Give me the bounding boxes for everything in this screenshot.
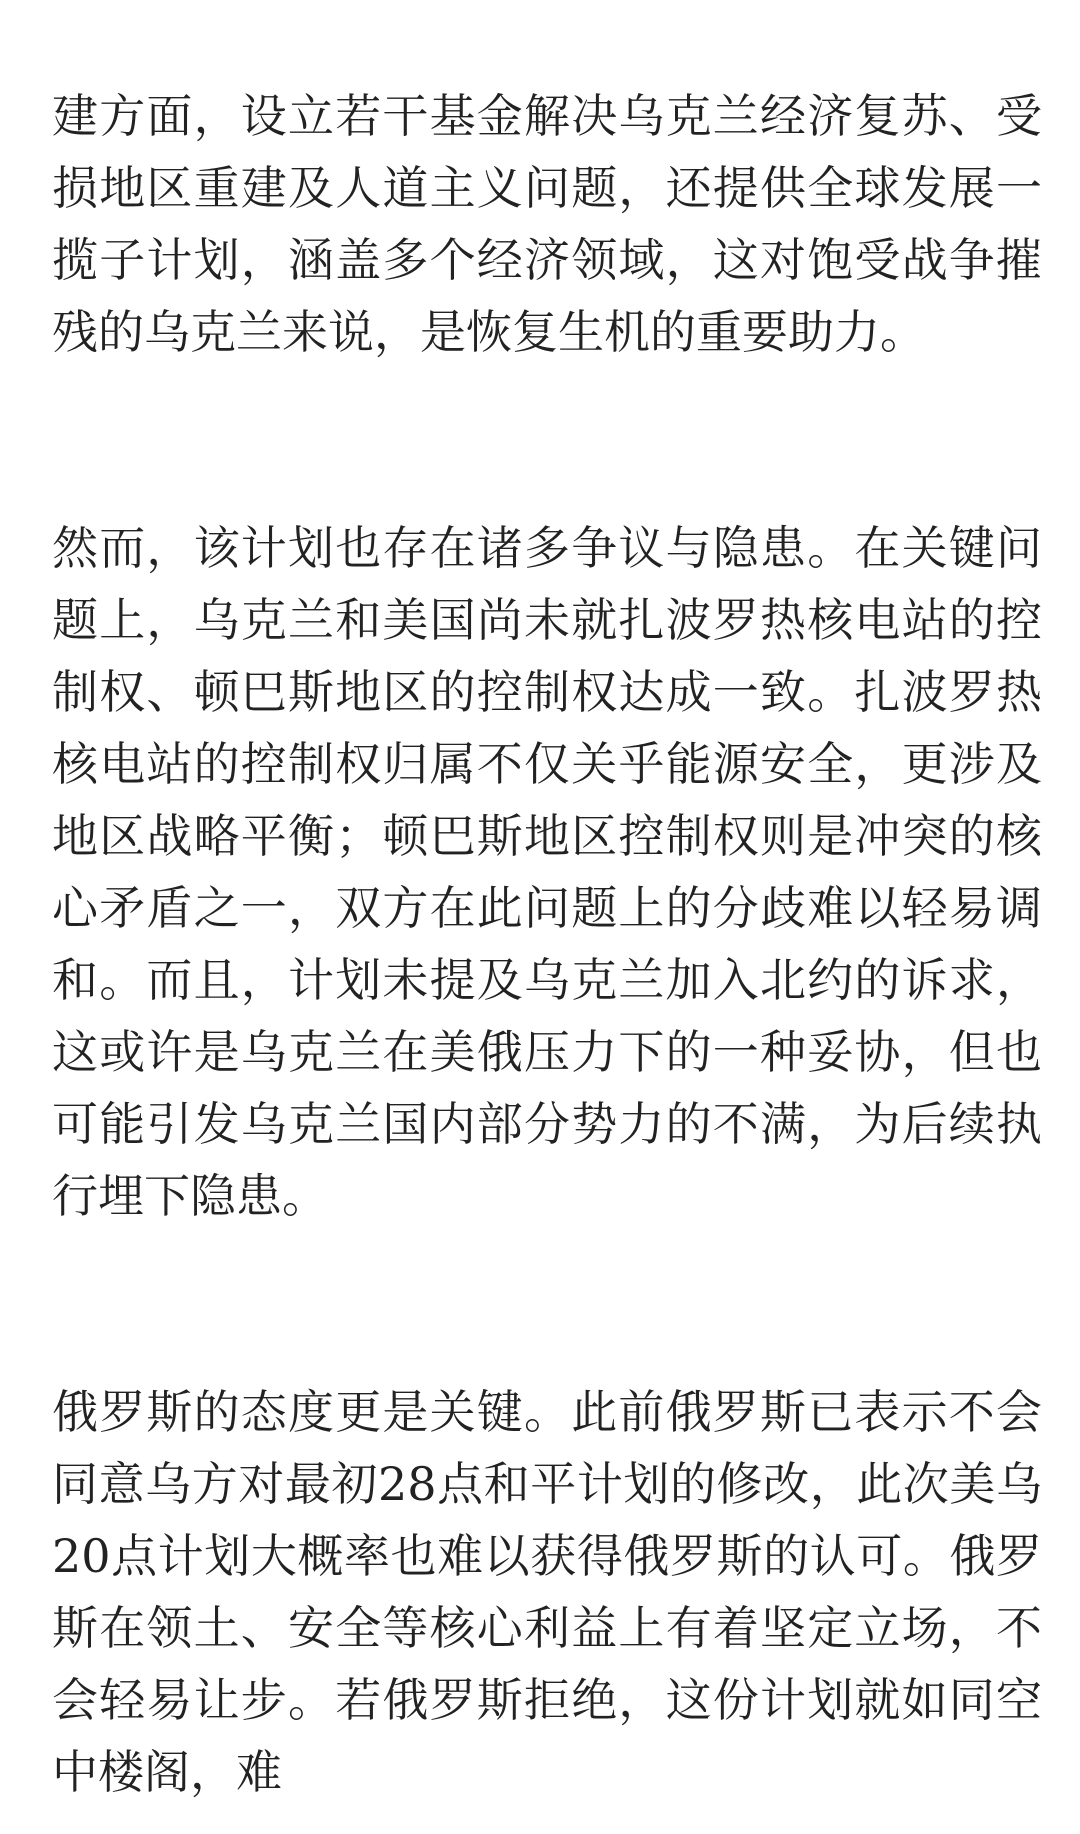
paragraph-reconstruction: 建方面，设立若干基金解决乌克兰经济复苏、受损地区重建及人道主义问题，还提供全球发展一揽子计划，涵盖多个经济领域，这对饱受战争摧残的乌克兰来说，是恢复生机的重要助力。 [52,89,1042,359]
paragraph-russia-stance: 俄罗斯的态度更是关键。此前俄罗斯已表示不会同意乌方对最初28点和平计划的修改，此次美乌20点计划大概率也难以获得俄罗斯的认可。俄罗斯在领土、安全等核心利益上有着坚定立场，不会轻易让步。若俄罗斯拒绝，这份计划就如同空中楼阁，难 [52,1385,1042,1799]
paragraph-controversy: 然而，该计划也存在诸多争议与隐患。在关键问题上，乌克兰和美国尚未就扎波罗热核电站的控制权、顿巴斯地区的控制权达成一致。扎波罗热核电站的控制权归属不仅关乎能源安全，更涉及地区战略平衡；顿巴斯地区控制权则是冲突的核心矛盾之一，双方在此问题上的分歧难以轻易调和。而且，计划未提及乌克兰加入北约的诉求，这或许是乌克兰在美俄压力下的一种妥协，但也可能引发乌克兰国内部分势力的不满，为后续执行埋下隐患。 [52,521,1042,1223]
article-body [52,80,1042,1808]
